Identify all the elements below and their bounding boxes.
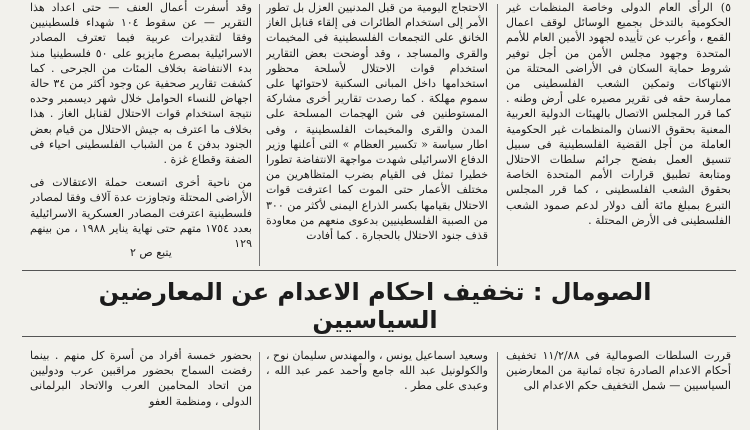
article-column-middle: [266, 0, 488, 270]
paragraph: ٥) الرأى العام الدولى وخاصة المنظمات غير الحكومية بالتدخل بجميع الوسائل لوقف اعمال القمع ، وأعرب عن تأييده لجهود الأمين العام للأمم المتحدة وجهود مجلس الأمن من أجل توفير شروط حماية السكان فى الأراضى المحتلة من الانتهاكات وتمكين الشعب الفلسطينى من ممارسة حقه فى تقرير مصيره على أرض وطنه . كما قرر المجلس الاتصال بالهيئات الدولية العربية المعنية بحقوق الانسان والمنظمات غير الحكومية العاملة من أجل القضية الفلسطينية فى سبيل تنسيق العمل بفضح جرائم سلطات الاحتلال ومتابعة تطبيق قرارات الأمم المتحدة الخاصة بحقوق الشعب الفلسطينى ، كما قرر المجلس التبرع بمبلغ مائة ألف دولار لدعم صمود الشعب الفلسطينى فى الأرض المحتلة .: [506, 1, 731, 227]
bottom-column-right: [506, 348, 731, 430]
paragraph: قررت السلطات الصومالية فى ١١/٢/٨٨ تخفيف أحكام الاعدام الصادرة تجاه ثمانية من المعارضين السياسيين — شمل التخفيف حكم الاعدام الى: [506, 349, 731, 393]
paragraph: من ناحية أخرى اتسعت حملة الاعتقالات فى الأراضى المحتلة وتجاوزت عدة آلاف وفقا لمصادر فلسطينية اعترفت المصادر العسكرية الاسرائيلية بعدد ١٧٥٤ متهم حتى نهاية يناير ١٩٨٨ ، من بينهم ١٢٩: [30, 176, 252, 251]
column-divider: [497, 352, 498, 430]
column-divider: [259, 352, 260, 430]
paragraph: الاحتجاج اليومية من قبل المدنيين العزل بل تطور الأمر إلى استخدام الطائرات فى إلقاء قنابل الغاز الخانق على التجمعات الفلسطينية فى المخيمات والقرى والمساجد ، وقد أوضحت بعض التقارير استخدام قوات الاحتلال لأسلحة محظور استخدامها داخل المبانى السكنية لاحتوائها على سموم مهلكة . كما رصدت تقارير أخرى مشاركة المستوطنين فى شن الهجمات المسلحة على المدن والقرى والمخيمات الفلسطينية ، وفى اطار سياسة « تكسير العظام » التى أعلنها وزير الدفاع الاسرائيلى شهدت مواجهة الانتفاضة تطورا خطيرا تمثل فى القيام بضرب المتظاهرين من مختلف الأعمار حتى الموت كما اعترفت قوات الاحتلال بقيامها بكسر الذراع اليمنى لأكثر من ٣٠٠ من الصبية الفلسطينيين بدعوى منعهم من معاودة قذف جنود الاحتلال بالحجارة . كما أفادت: [266, 1, 488, 243]
bottom-column-middle: [266, 348, 488, 430]
section-rule: [22, 336, 736, 337]
column-divider: [259, 4, 260, 266]
paragraph: وسعيد اسماعيل يونس ، والمهندس سليمان نوح ، والكولونيل عبد الله جامع وأحمد عمر عبد الله ، وعبدى على مطر .: [266, 349, 488, 393]
column-divider: [497, 4, 498, 266]
paragraph: بحضور خمسة أفراد من أسرة كل منهم . بينما رفضت السماح بحضور مراقبين عرب ودوليين من اتحاد المحامين العرب والاتحاد البرلمانى الدولى ، ومنظمة العفو: [30, 349, 252, 408]
article-column-right: [506, 0, 731, 270]
article-column-left: [30, 0, 252, 270]
bottom-column-left: [30, 348, 252, 430]
continued-note: يتبع ص ٢: [130, 246, 172, 259]
paragraph: وقد أسفرت أعمال العنف — حتى اعداد هذا التقرير — عن سقوط ١٠٤ شهداء فلسطينيين وفقا لتقديرات عربية فيما تعترف المصادر الاسرائيلية بمصرع مايزيو على ٥٠ فلسطينيا منذ بدء الانتفاضة بخلاف المئات من الجرحى . كما كشفت تقارير صحفية عن وجود أكثر من ٣٤ حالة اجهاض للنساء الحوامل خلال شهر ديسمبر وحده نتيجة استخدام قوات الاحتلال لقنابل الغاز . هذا بخلاف ما اعترف به جيش الاحتلال من قيام بعض الجنود بدفن ٤ من الشباب الفلسطينى احياء فى الضفة وقطاع غزة .: [30, 1, 252, 167]
headline: الصومال : تخفيف احكام الاعدام عن المعارضين السياسيين: [98, 278, 652, 334]
section-rule: [22, 270, 736, 271]
